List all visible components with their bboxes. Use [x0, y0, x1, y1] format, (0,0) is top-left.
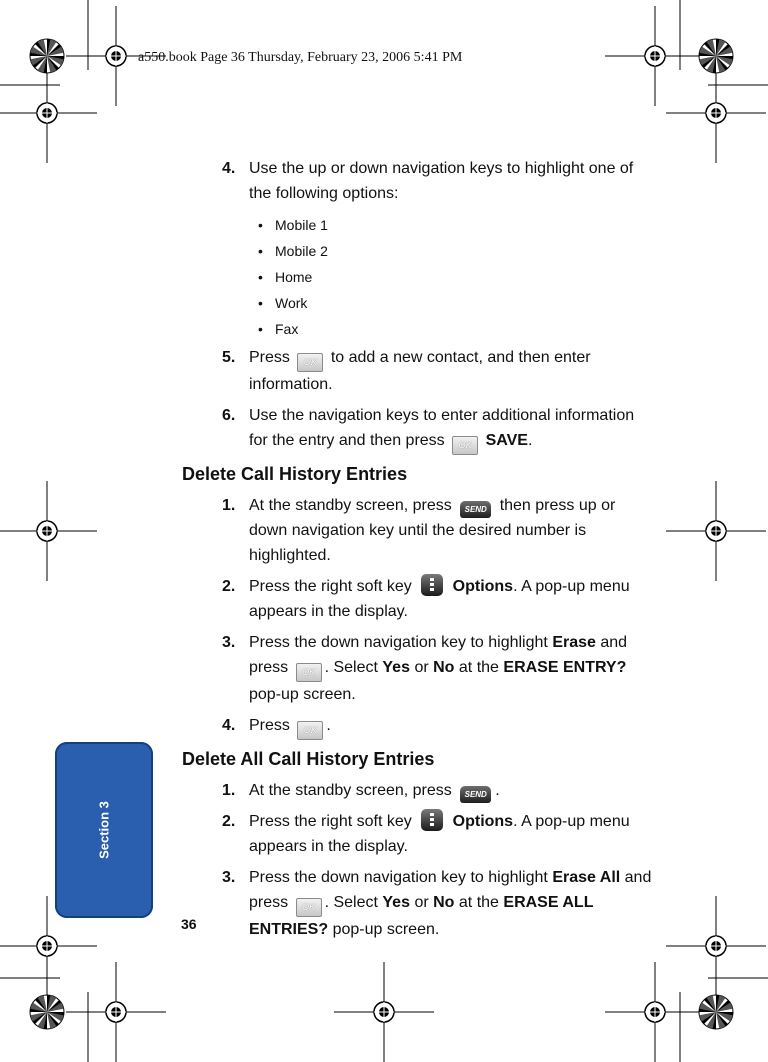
step-1: 1. At the standby screen, press SEND .	[182, 778, 652, 803]
step-number: 1.	[222, 497, 236, 514]
step-number: 3.	[222, 634, 236, 651]
page-number: 36	[181, 916, 197, 932]
step-2: 2. Press the right soft key Options. A pop-up menu appears in the display.	[182, 809, 652, 859]
step-number: 4.	[222, 717, 236, 734]
ok-key-icon: OK	[296, 663, 322, 682]
step-number: 2.	[222, 578, 236, 595]
print-slug: a550.book Page 36 Thursday, February 23, 2006 5:41 PM	[138, 50, 463, 65]
section-heading: Delete Call History Entries	[182, 464, 408, 484]
step-1: 1. At the standby screen, press SEND then press up or down navigation key until the desired number is highlighted.	[182, 493, 652, 568]
soft-key-icon	[421, 809, 443, 831]
step-number: 3.	[222, 869, 236, 886]
section-tab-label: Section 3	[96, 801, 112, 859]
step-number: 5.	[222, 349, 236, 366]
list-item: • Mobile 2	[258, 238, 652, 264]
list-item: • Mobile 1	[258, 212, 652, 238]
send-key-icon: SEND	[460, 501, 491, 518]
list-item: • Home	[258, 264, 652, 290]
step-2: 2. Press the right soft key Options. A pop-up menu appears in the display.	[182, 574, 652, 624]
step-4b: 4. Press OK .	[182, 713, 652, 740]
step-number: 4.	[222, 160, 236, 177]
list-item: • Work	[258, 290, 652, 316]
ok-key-icon: OK	[452, 436, 478, 455]
step-number: 6.	[222, 407, 236, 424]
step-3: 3. Press the down navigation key to highlight Erase and press OK . Select Yes or No at the ERASE ENTRY? pop-up screen.	[182, 630, 652, 707]
list-item: • Fax	[258, 316, 652, 342]
ok-key-icon: OK	[297, 721, 323, 740]
step-4	[182, 156, 652, 206]
soft-key-icon	[421, 574, 443, 596]
step-6: 6. Use the navigation keys to enter additional information for the entry and then press OK SAVE.	[182, 403, 652, 455]
step-number: 2.	[222, 813, 236, 830]
ok-key-icon: OK	[297, 353, 323, 372]
page-content	[182, 156, 652, 948]
step-number: 1.	[222, 782, 236, 799]
step-text: Use the up or down navigation keys to highlight one of the following options:	[249, 160, 634, 202]
step-5: 5. Press OK to add a new contact, and then enter information.	[182, 345, 652, 397]
ok-key-icon: OK	[296, 898, 322, 917]
options-list	[182, 212, 652, 342]
send-key-icon: SEND	[460, 786, 491, 803]
section-heading: Delete All Call History Entries	[182, 749, 435, 769]
step-3: 3. Press the down navigation key to highlight Erase All and press OK . Select Yes or No at the ERASE ALL ENTRIES? pop-up screen.	[182, 865, 652, 942]
